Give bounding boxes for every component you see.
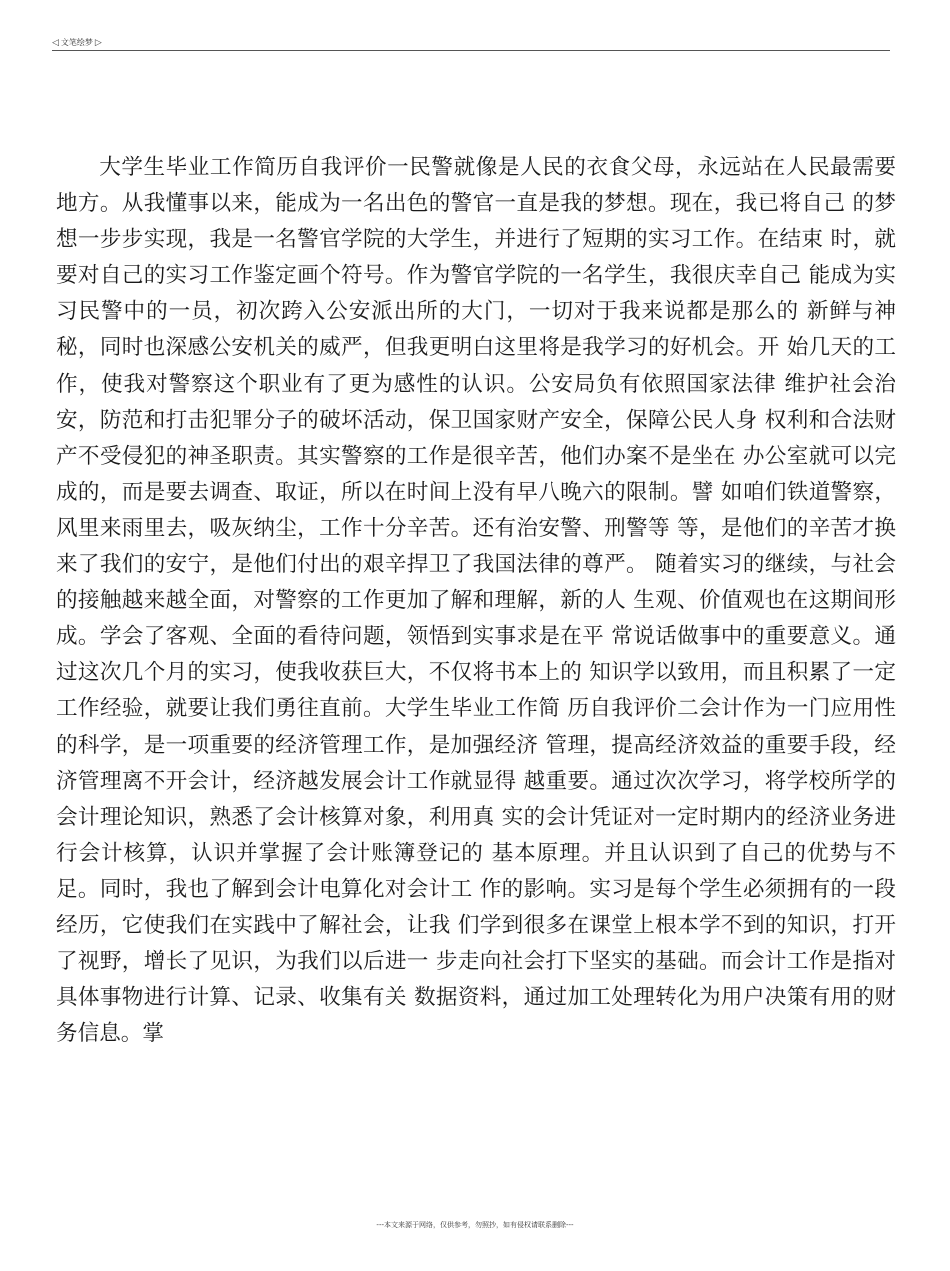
right-arrow-icon: ▷ xyxy=(94,38,102,48)
page-header xyxy=(52,36,890,51)
left-arrow-icon: ◁ xyxy=(52,38,59,48)
footer-notice: ---本文来源于网络，仅供参考，勿照抄，如有侵权请联系删除--- xyxy=(376,1221,574,1229)
body-paragraph: 大学生毕业工作简历自我评价一民警就像是人民的衣食父母，永远站在人民最需要地方。从我懂事以来，能成为一名出色的警官一直是我的梦想。现在，我已将自己 的梦想一步步实现，我是一名警官学院的大学生，并进行了短期的实习工作。在结束 时，就要对自己的实习工作鉴定画个符号。作为警官学院的一名学生，我很庆幸自己 能成为实习民警中的一员，初次跨入公安派出所的大门，一切对于我来说都是那么的 新鲜与神秘，同时也深感公安机关的威严，但我更明白这里将是我学习的好机会。开 始几天的工作，使我对警察这个职业有了更为感性的认识。公安局负有依照国家法律 维护社会治安，防范和打击犯罪分子的破坏活动，保卫国家财产安全，保障公民人身 权利和合法财产不受侵犯的神圣职责。其实警察的工作是很辛苦，他们办案不是坐在 办公室就可以完成的，而是要去调查、取证，所以在时间上没有早八晚六的限制。譬 如咱们铁道警察，风里来雨里去，吸灰纳尘，工作十分辛苦。还有治安警、刑警等 等，是他们的辛苦才换来了我们的安宁，是他们付出的艰辛捍卫了我国法律的尊严。 随着实习的继续，与社会的接触越来越全面，对警察的工作更加了解和理解，新的人 生观、价值观也在这期间形成。学会了客观、全面的看待问题，领悟到实事求是在平 常说话做事中的重要意义。通过这次几个月的实习，使我收获巨大，不仅将书本上的 知识学以致用，而且积累了一定工作经验，就要让我们勇往直前。大学生毕业工作简 历自我评价二会计作为一门应用性的科学，是一项重要的经济管理工作，是加强经济 管理，提高经济效益的重要手段，经济管理离不开会计，经济越发展会计工作就显得 越重要。通过次次学习，将学校所学的会计理论知识，熟悉了会计核算对象，利用真 实的会计凭证对一定时期内的经济业务进行会计核算，认识并掌握了会计账簿登记的 基本原理。并且认识到了自己的优势与不足。同时，我也了解到会计电算化对会计工 作的影响。实习是每个学生必须拥有的一段经历，它使我们在实践中了解社会，让我 们学到很多在课堂上根本学不到的知识，打开了视野，增长了见识，为我们以后进一 步走向社会打下坚实的基础。而会计工作是指对具体事物进行计算、记录、收集有关 数据资料，通过加工处理转化为用户决策有用的财务信息。掌 xyxy=(56,155,896,1047)
header-logo-text: 文笔绘梦 xyxy=(60,38,93,47)
